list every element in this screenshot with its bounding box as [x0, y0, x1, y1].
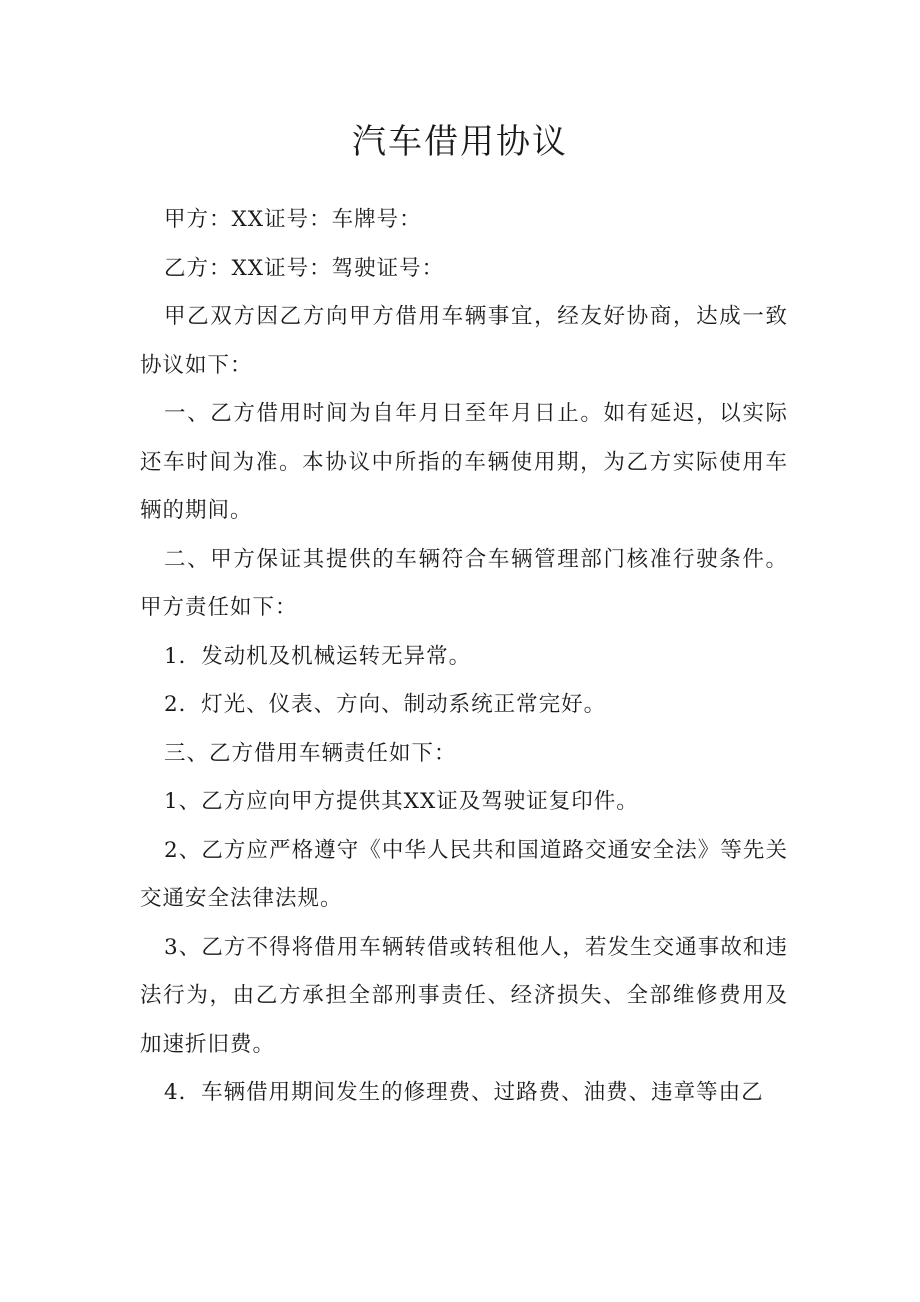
clause-2-item-2: 2．灯光、仪表、方向、制动系统正常完好。	[164, 692, 607, 717]
clause-3: 三、乙方借用车辆责任如下：	[164, 740, 457, 766]
clause-3-item-2: 2、乙方应严格遵守《中华人民共和国道路交通安全法》等先关交通安全法律法规。	[140, 837, 788, 911]
intro-paragraph: 甲乙双方因乙方向甲方借用车辆事宜，经友好协商，达成一致协议如下：	[140, 304, 788, 378]
document-body	[140, 196, 788, 1118]
clause-1: 一、乙方借用时间为自年月日至年月日止。如有延迟，以实际还车时间为准。本协议中所指的车辆使用期，为乙方实际使用车辆的期间。	[140, 401, 788, 523]
party-b-line: 乙方：XX证号：驾驶证号：	[164, 255, 445, 281]
clause-2: 二、甲方保证其提供的车辆符合车辆管理部门核准行驶条件。甲方责任如下：	[140, 546, 788, 620]
clause-2-item-1: 1．发动机及机械运转无异常。	[164, 643, 472, 669]
clause-3-item-4: 4．车辆借用期间发生的修理费、过路费、油费、违章等由乙	[164, 1080, 764, 1105]
clause-3-item-1: 1、乙方应向甲方提供其XX证及驾驶证复印件。	[164, 789, 639, 814]
document-title: 汽车借用协议	[352, 122, 568, 162]
party-a-line: 甲方：XX证号：车牌号：	[164, 207, 422, 232]
clause-3-item-3: 3、乙方不得将借用车辆转借或转租他人，若发生交通事故和违法行为，由乙方承担全部刑事责任、经济损失、全部维修费用及加速折旧费。	[140, 934, 788, 1057]
